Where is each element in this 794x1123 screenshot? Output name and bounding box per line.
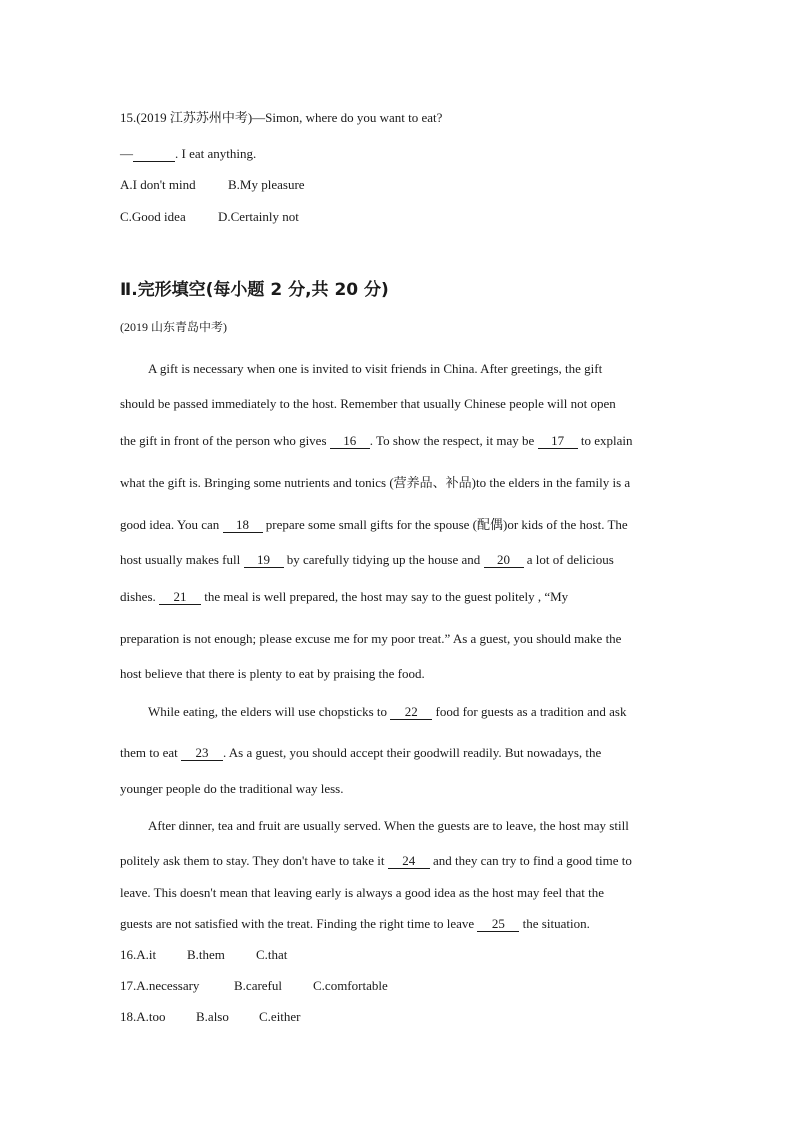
text-segment: dishes. (120, 589, 159, 604)
passage-p1-line-8: preparation is not enough; please excuse me for my poor treat.” As a guest, you should make the (120, 631, 622, 646)
section-title: Ⅱ.完形填空(每小题 2 分,共 20 分) (120, 280, 389, 300)
passage-p3-line-4 (120, 916, 590, 932)
passage-p1-line-5 (120, 517, 628, 533)
text-segment: . To show the respect, it may be (369, 433, 538, 448)
option-16-a: 16.A.it (120, 947, 157, 962)
text-segment: food for guests as a tradition and ask (432, 704, 627, 719)
option-15-d: D.Certainly not (218, 209, 299, 224)
passage-p1-line-4: what the gift is. Bringing some nutrients and tonics (营养品、补品)to the elders in the family is a (120, 475, 631, 490)
options-18 (120, 1009, 301, 1025)
blank-21: 21 (159, 590, 201, 605)
option-17-a: 17.A.necessary (120, 978, 200, 993)
passage-p2-line-3: younger people do the traditional way less. (120, 781, 344, 796)
blank-25: 25 (477, 917, 519, 932)
question-15-stem: 15.(2019 江苏苏州中考)—Simon, where do you want to eat? (120, 110, 443, 125)
blank-17: 17 (538, 434, 578, 449)
passage-p1-line-9: host believe that there is plenty to eat by praising the food. (120, 666, 425, 681)
section-source: (2019 山东青岛中考) (120, 320, 227, 334)
option-17-c: C.comfortable (313, 978, 388, 993)
blank-19: 19 (244, 553, 284, 568)
passage-p1-line-6 (120, 552, 614, 568)
passage-p3-line-1: After dinner, tea and fruit are usually served. When the guests are to leave, the host may still (148, 818, 629, 833)
text-segment: and they can try to find a good time to (429, 853, 632, 868)
text-segment: politely ask them to stay. They don't have to take it (120, 853, 388, 868)
answer-blank-15 (133, 147, 175, 162)
question-15-reply (120, 146, 256, 162)
reply-dash: — (120, 146, 133, 161)
passage-p3-line-2 (120, 853, 632, 869)
text-segment: by carefully tidying up the house and (283, 552, 484, 567)
text-segment: to explain (577, 433, 633, 448)
options-16 (120, 947, 287, 963)
passage-p1-line-3 (120, 433, 632, 449)
options-17 (120, 978, 388, 994)
text-segment: guests are not satisfied with the treat. Finding the right time to leave (120, 916, 478, 931)
passage-p1-line-2: should be passed immediately to the host. Remember that usually Chinese people will not open (120, 396, 616, 411)
option-16-b: B.them (187, 947, 225, 962)
text-segment: . As a guest, you should accept their goodwill readily. But nowadays, the (223, 745, 602, 760)
question-15-options-row-1 (120, 177, 305, 193)
passage-p1-line-7 (120, 589, 568, 605)
blank-16: 16 (330, 434, 370, 449)
blank-23: 23 (181, 746, 223, 761)
blank-20: 20 (484, 553, 524, 568)
option-18-a: 18.A.too (120, 1009, 166, 1024)
text-segment: host usually makes full (120, 552, 244, 567)
option-16-c: C.that (256, 947, 288, 962)
text-segment: While eating, the elders will use chopsticks to (148, 704, 391, 719)
text-segment: prepare some small gifts for the spouse (配偶)or kids of the host. The (262, 517, 628, 532)
text-segment: them to eat (120, 745, 182, 760)
passage-p1-line-1: A gift is necessary when one is invited to visit friends in China. After greetings, the gift (148, 361, 603, 376)
option-15-a: A.I don't mind (120, 177, 196, 192)
text-segment: a lot of delicious (523, 552, 614, 567)
passage-p3-line-3: leave. This doesn't mean that leaving early is always a good idea as the host may feel that the (120, 885, 605, 900)
text-segment: the meal is well prepared, the host may say to the guest politely , “My (201, 589, 569, 604)
blank-18: 18 (223, 518, 263, 533)
blank-24: 24 (388, 854, 430, 869)
text-segment: good idea. You can (120, 517, 223, 532)
option-15-b: B.My pleasure (228, 177, 305, 192)
option-18-b: B.also (196, 1009, 229, 1024)
question-15-options-row-2 (120, 209, 299, 225)
text-segment: the gift in front of the person who gives (120, 433, 330, 448)
blank-22: 22 (390, 705, 432, 720)
text-segment: the situation. (519, 916, 590, 931)
option-15-c: C.Good idea (120, 209, 186, 224)
reply-text: . I eat anything. (175, 146, 257, 161)
passage-p2-line-1 (148, 704, 626, 720)
option-18-c: C.either (259, 1009, 301, 1024)
option-17-b: B.careful (234, 978, 283, 993)
passage-p2-line-2 (120, 745, 601, 761)
